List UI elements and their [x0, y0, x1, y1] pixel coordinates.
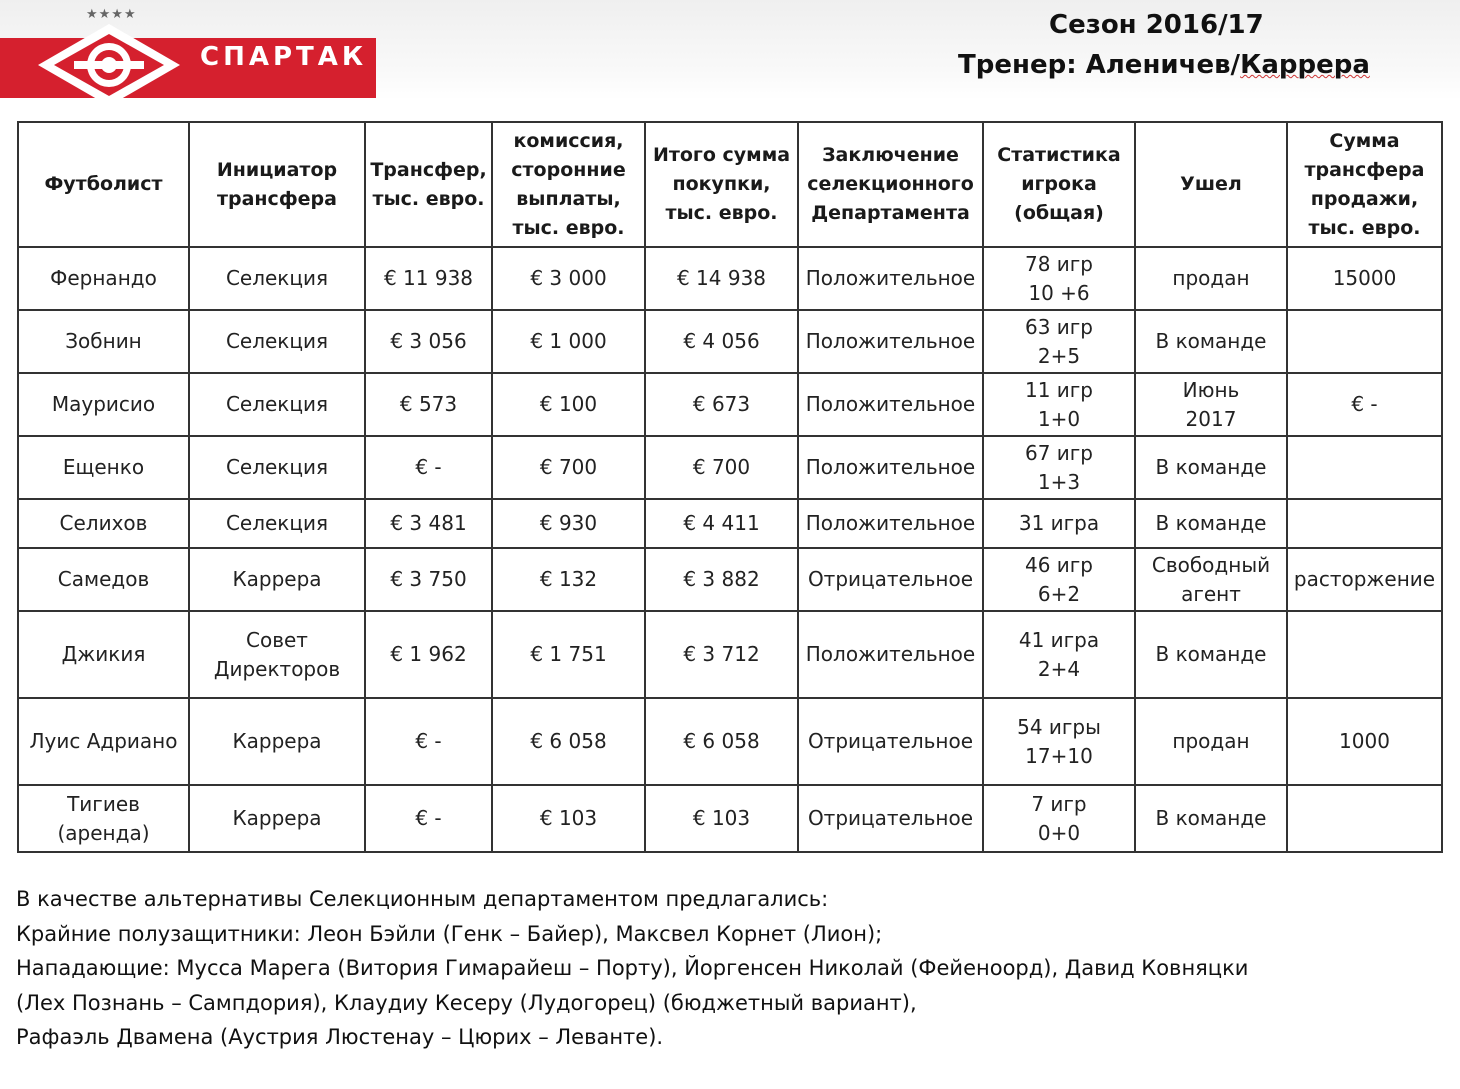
- table-row: [18, 548, 1442, 611]
- table-cell: € 11 938: [365, 247, 492, 310]
- table-row: [18, 698, 1442, 785]
- table-cell: € 103: [492, 785, 645, 852]
- table-cell: Селекция: [189, 436, 365, 499]
- notes-line: В качестве альтернативы Селекционным департаментом предлагались:: [16, 887, 829, 911]
- column-header: Заключение селекционного Департамента: [798, 122, 983, 247]
- column-header: комиссия, сторонние выплаты, тыс. евро.: [492, 122, 645, 247]
- table-cell: продан: [1135, 698, 1287, 785]
- table-cell: 11 игр 1+0: [983, 373, 1135, 436]
- table-cell: € 3 481: [365, 499, 492, 548]
- table-cell: € 132: [492, 548, 645, 611]
- transfers-table: [17, 121, 1443, 853]
- table-cell: Положительное: [798, 247, 983, 310]
- notes-line: Крайние полузащитники: Леон Бэйли (Генк – Байер), Максвел Корнет (Лион);: [16, 921, 883, 946]
- table-cell: Каррера: [189, 548, 365, 611]
- column-header: Статистика игрока (общая): [983, 122, 1135, 247]
- table-cell: Положительное: [798, 499, 983, 548]
- table-cell: В команде: [1135, 310, 1287, 373]
- table-cell: € -: [365, 436, 492, 499]
- table-cell: [1287, 785, 1442, 852]
- alternatives-notes: [16, 882, 1436, 1055]
- table-cell: € 3 750: [365, 548, 492, 611]
- table-cell: 31 игра: [983, 499, 1135, 548]
- table-cell: Отрицательное: [798, 548, 983, 611]
- logo-stars: ★★★★: [86, 7, 137, 22]
- table-cell: [1287, 499, 1442, 548]
- notes-line: (Лех Познань – Сампдория), Клаудиу Кесеру (Лудогорец) (бюджетный вариант),: [16, 990, 917, 1015]
- table-cell: € 1 000: [492, 310, 645, 373]
- table-cell: € 14 938: [645, 247, 798, 310]
- coach-name: Каррера: [1240, 50, 1370, 80]
- table-cell: € 1 751: [492, 611, 645, 698]
- table-cell: Положительное: [798, 373, 983, 436]
- table-cell: € 3 056: [365, 310, 492, 373]
- table-row: [18, 310, 1442, 373]
- table-cell: € 1 962: [365, 611, 492, 698]
- table-cell: € 3 000: [492, 247, 645, 310]
- table-cell: € 930: [492, 499, 645, 548]
- table-cell: Каррера: [189, 785, 365, 852]
- table-cell: Свободный агент: [1135, 548, 1287, 611]
- column-header: Итого сумма покупки, тыс. евро.: [645, 122, 798, 247]
- table-cell: Селекция: [189, 247, 365, 310]
- table-cell: Селекция: [189, 310, 365, 373]
- table-cell: Тигиев (аренда): [18, 785, 189, 852]
- table-cell: Отрицательное: [798, 698, 983, 785]
- table-cell: В команде: [1135, 785, 1287, 852]
- table-cell: Положительное: [798, 310, 983, 373]
- column-header: Трансфер, тыс. евро.: [365, 122, 492, 247]
- table-cell: € 6 058: [492, 698, 645, 785]
- table-cell: 15000: [1287, 247, 1442, 310]
- column-header: Ушел: [1135, 122, 1287, 247]
- season-title: Сезон 2016/17: [1049, 10, 1264, 40]
- table-cell: 54 игры 17+10: [983, 698, 1135, 785]
- table-cell: Селихов: [18, 499, 189, 548]
- table-row: [18, 611, 1442, 698]
- table-row: [18, 373, 1442, 436]
- table-header-row: [18, 122, 1442, 247]
- table-cell: Положительное: [798, 611, 983, 698]
- table-cell: € 700: [645, 436, 798, 499]
- table-cell: Совет Директоров: [189, 611, 365, 698]
- notes-line: Рафаэль Двамена (Аустрия Люстенау – Цюрих – Леванте).: [16, 1025, 664, 1049]
- coach-title: [958, 50, 1370, 80]
- table-row: [18, 436, 1442, 499]
- table-cell: € 100: [492, 373, 645, 436]
- column-header: Сумма трансфера продажи, тыс. евро.: [1287, 122, 1442, 247]
- table-cell: Июнь 2017: [1135, 373, 1287, 436]
- table-cell: € 573: [365, 373, 492, 436]
- table-cell: € -: [365, 698, 492, 785]
- table-cell: € -: [1287, 373, 1442, 436]
- table-cell: В команде: [1135, 611, 1287, 698]
- table-body: [18, 247, 1442, 852]
- table-cell: расторжение: [1287, 548, 1442, 611]
- table-cell: Зобнин: [18, 310, 189, 373]
- table-cell: 1000: [1287, 698, 1442, 785]
- table-cell: Луис Адриано: [18, 698, 189, 785]
- table-cell: Ещенко: [18, 436, 189, 499]
- table-cell: Отрицательное: [798, 785, 983, 852]
- notes-line: Нападающие: Мусса Марега (Витория Гимарайеш – Порту), Йоргенсен Николай (Фейеноорд), Давид Ковняцки: [16, 956, 1249, 980]
- table-cell: € 3 882: [645, 548, 798, 611]
- table-cell: [1287, 436, 1442, 499]
- logo-text: СПАРТАК: [200, 42, 368, 72]
- table-row: [18, 499, 1442, 548]
- table-cell: 7 игр 0+0: [983, 785, 1135, 852]
- spartak-emblem-icon: [34, 20, 184, 110]
- table-cell: 41 игра 2+4: [983, 611, 1135, 698]
- table-row: [18, 785, 1442, 852]
- table-cell: Положительное: [798, 436, 983, 499]
- table-cell: Фернандо: [18, 247, 189, 310]
- table-cell: В команде: [1135, 499, 1287, 548]
- table-cell: 78 игр 10 +6: [983, 247, 1135, 310]
- table-cell: € 6 058: [645, 698, 798, 785]
- table-cell: Селекция: [189, 499, 365, 548]
- table-cell: € 3 712: [645, 611, 798, 698]
- table-cell: € -: [365, 785, 492, 852]
- table-cell: € 673: [645, 373, 798, 436]
- table-cell: € 4 411: [645, 499, 798, 548]
- table-cell: [1287, 611, 1442, 698]
- table-cell: [1287, 310, 1442, 373]
- table-cell: € 4 056: [645, 310, 798, 373]
- table-cell: Самедов: [18, 548, 189, 611]
- coach-label: Тренер: Аленичев/: [958, 50, 1241, 80]
- table-row: [18, 247, 1442, 310]
- table-cell: Селекция: [189, 373, 365, 436]
- table-cell: Маурисио: [18, 373, 189, 436]
- table-cell: 46 игр 6+2: [983, 548, 1135, 611]
- table-cell: 63 игр 2+5: [983, 310, 1135, 373]
- column-header: Футболист: [18, 122, 189, 247]
- table-cell: € 700: [492, 436, 645, 499]
- table-cell: продан: [1135, 247, 1287, 310]
- table-cell: € 103: [645, 785, 798, 852]
- table-cell: Каррера: [189, 698, 365, 785]
- table-cell: 67 игр 1+3: [983, 436, 1135, 499]
- column-header: Инициатор трансфера: [189, 122, 365, 247]
- table-cell: В команде: [1135, 436, 1287, 499]
- table-cell: Джикия: [18, 611, 189, 698]
